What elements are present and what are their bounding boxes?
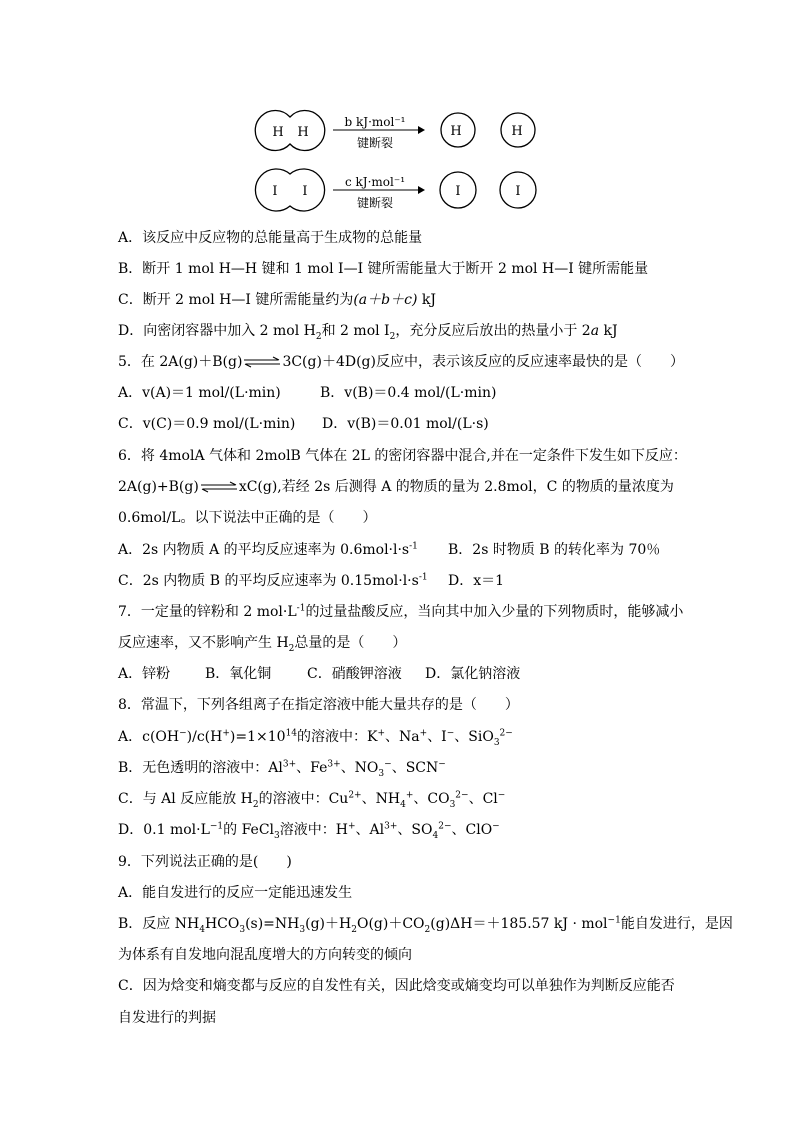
q5-option-a: A．v(A)＝1 mol/(L·min) — [118, 385, 281, 401]
q7-option-a: A．锌粉 — [118, 666, 171, 682]
q4-option-b: B．断开 1 mol H—H 键和 1 mol I—I 键所需能量大于断开 2 mol H—I 键所需能量 — [118, 261, 649, 277]
q5-stem — [118, 352, 684, 372]
q9-b-5: O(g)＋CO — [356, 916, 425, 932]
q8-a-3: )=1×10 — [229, 729, 286, 745]
q9-b-2: HCO — [204, 916, 240, 932]
i2-atom-left: I — [272, 184, 278, 199]
q6-line2-post: xC(g),若经 2s 后测得 A 的物质的量为 2.8mol，C 的物质的量浓度为 — [238, 479, 674, 495]
h2-molecule — [255, 111, 325, 151]
q6-option-b: B．2s 时物质 B 的转化率为 70％ — [448, 542, 661, 558]
q6-stem-line2 — [118, 477, 674, 497]
q4-option-a: A．该反应中反应物的总能量高于生成物的总能量 — [118, 230, 423, 246]
q9-option-c-line2: 自发进行的判据 — [118, 1010, 216, 1026]
q9-stem: 9．下列说法正确的是( ) — [118, 854, 292, 870]
q8-a-6: 、I — [427, 729, 447, 745]
q5-option-d: D．v(B)＝0.01 mol/(L·s) — [322, 416, 489, 432]
q8-c-1: C．与 Al 反应能放 H — [118, 791, 253, 807]
q7-line1-post: 的过量盐酸反应，当向其中加入少量的下列物质时，能够减小 — [305, 604, 684, 620]
q8-c-3: 、NH — [361, 791, 401, 807]
h2-arrow-label-bottom: 键断裂 — [356, 136, 394, 150]
q4-option-d-text3: ，充分反应后放出的热量小于 2 — [395, 323, 591, 339]
q7-line2-pre: 反应速率，又不影响产生 H — [118, 635, 289, 651]
q8-option-a: A．$c(OH^-)/c(H^+)=1\times 10^{14}$的溶液中：K+、Na+、I−、SiO$_3^{2-}$ — [118, 728, 513, 748]
h2-arrowhead — [418, 126, 425, 134]
q9-option-c-line1: C．因为焓变和熵变都与反应的自发性有关，因此焓变或熵变均可以单独作为判断反应能否 — [118, 978, 675, 994]
q4-option-d-text: D．向密闭容器中加入 2 mol H — [118, 323, 316, 339]
q9-option-b-cont: 为体系有自发地向混乱度增大的方向转变的倾向 — [118, 947, 412, 963]
q4-option-d-text2: 和 2 mol I — [321, 323, 390, 339]
h-atom-2: H — [511, 124, 523, 139]
i-atom-2: I — [515, 184, 521, 199]
q8-stem: 8．常温下，下列各组离子在指定溶液中能大量共存的是（ ） — [118, 697, 519, 713]
bond-breaking-diagram — [0, 100, 794, 220]
q7-option-d: D．氯化钠溶液 — [425, 666, 521, 682]
q7-option-c: C．硝酸钾溶液 — [307, 666, 402, 682]
q5-stem-post: 3C(g)＋4D(g)反应中，表示该反应的反应速率最快的是（ ） — [282, 354, 684, 370]
i2-arrow-label-top: c kJ·mol⁻¹ — [344, 175, 406, 189]
q6-line2-pre: 2A(g)+B(g) — [118, 479, 199, 495]
h2-atom-right: H — [297, 125, 309, 140]
q8-d-6: 、ClO — [451, 822, 493, 838]
q8-d-1: D．0.1 mol·L — [118, 822, 210, 838]
q7-line2-post: 总量的是（ ） — [294, 635, 407, 651]
q4-option-d-unit: kJ — [599, 323, 618, 339]
q6-option-a-text: A．2s 内物质 A 的平均反应速率为 0.6mol·l·s — [118, 542, 410, 558]
q4-option-c-text: C．断开 2 mol H—I 键所需能量约为 — [118, 292, 354, 308]
equilibrium-arrow-icon — [199, 481, 239, 493]
q4-option-c — [118, 290, 436, 310]
q9-b-7: 能自发进行，是因 — [620, 916, 733, 932]
q9-option-b: B．反应 $NH_4HCO_3(s)=NH_3(g)+H_2O(g)+CO_2(g)\Delta H=+185.57$ kJ · mol$^{-1}$能自发进行，是因 — [118, 915, 733, 935]
q8-d-4: 、Al — [355, 822, 385, 838]
q7-stem-line2: 反应速率，又不影响产生 $H_2$总量的是（ ） — [118, 635, 407, 654]
q8-d-5: 、SO — [397, 822, 433, 838]
q6-option-c-text: C．2s 内物质 B 的平均反应速率为 0.15mol·l·s — [118, 573, 419, 589]
q8-b-3: 、NO — [340, 760, 379, 776]
h-atom-1: H — [450, 124, 462, 139]
q6-stem-line1: 6．将 4molA 气体和 2molB 气体在 2L 的密闭容器中混合,并在一定条件下发生如下反应： — [118, 448, 687, 464]
q8-a-7: 、SiO — [454, 729, 494, 745]
q8-option-b: B．无色透明的溶液中：$Al^{3+}$、$Fe^{3+}$、$NO_3^-$、SCN− — [118, 759, 446, 779]
q9-b-4: (g)＋H — [305, 916, 352, 932]
i2-molecule — [255, 169, 324, 211]
q9-b-3: (s)=NH — [245, 916, 300, 932]
q8-c-4: 、CO — [413, 791, 450, 807]
q4-option-c-unit: kJ — [417, 292, 436, 308]
q8-d-2: 的 FeCl — [223, 822, 275, 838]
q4-option-d-a: a — [590, 323, 600, 339]
q8-b-1: B．无色透明的溶液中：Al — [118, 760, 283, 776]
q8-d-3: 溶液中：H — [279, 822, 348, 838]
q5-option-c: C．v(C)＝0.9 mol/(L·min) — [118, 416, 296, 432]
q7-option-b: B．氧化铜 — [205, 666, 272, 682]
q8-b-4: 、SCN — [391, 760, 439, 776]
equilibrium-arrow-icon — [242, 356, 282, 368]
q6-stem-line3: 0.6mol/L。以下说法中正确的是（ ） — [118, 510, 377, 526]
i-atom-1: I — [455, 184, 461, 199]
i2-atom-right: I — [302, 184, 308, 199]
q6-option-d: D．x＝1 — [448, 573, 505, 589]
q8-a-5: 、Na — [385, 729, 420, 745]
q7-stem-line1: 7．一定量的锌粉和 2 $mol\cdot L^{-1}$的过量盐酸反应，当向其中加入少量的下列物质时，能够减小 — [118, 603, 684, 620]
q4-option-c-expr: (a＋b＋c) — [353, 292, 418, 308]
q8-c-5: 、Cl — [468, 791, 498, 807]
q8-a-exp: 14 — [285, 728, 298, 739]
q8-a-1: A．c(OH — [118, 729, 180, 745]
q8-c-2: 的溶液中：Cu — [258, 791, 349, 807]
q8-option-d: D．0.1 $mol\cdot L^{-1}$的 FeCl$_3$溶液中：H+、$Al^{3+}$、$SO_4^{2-}$、ClO− — [118, 821, 500, 841]
q8-b-2: 、Fe — [296, 760, 328, 776]
q9-option-a: A．能自发进行的反应一定能迅速发生 — [118, 885, 353, 901]
q5-stem-pre: 5．在 2A(g)＋B(g) — [118, 354, 243, 370]
q7-line1-pre: 7．一定量的锌粉和 2 mol·L — [118, 604, 297, 620]
q8-a-4: 的溶液中：K — [297, 729, 378, 745]
q5-option-b: B．v(B)＝0.4 mol/(L·min) — [320, 385, 497, 401]
i2-arrowhead — [418, 186, 425, 194]
q6-option-a: A．2s 内物质 A 的平均反应速率为 $0.6mol\cdot l\cdot s^{-1}$ — [118, 541, 418, 558]
q8-a-2: )/c(H — [186, 729, 223, 745]
h2-atom-left: H — [272, 125, 284, 140]
q9-b-6: (g)ΔH＝＋185.57 kJ · mol — [430, 916, 608, 932]
q4-option-d: D．向密闭容器中加入 2 mol $H_2$和 2 mol $I_2$，充分反应后放出的热量小于 2a kJ — [118, 323, 618, 342]
q6-option-c: C．2s 内物质 B 的平均反应速率为 $0.15mol\cdot l\cdot s^{-1}$ — [118, 572, 428, 589]
q8-option-c: C．与 Al 反应能放 $H_2$的溶液中：$Cu^{2+}$、$NH_4^+$、$CO_3^{2-}$、Cl− — [118, 790, 506, 810]
i2-arrow-label-bottom: 键断裂 — [356, 196, 394, 210]
h2-arrow-label-top: b kJ·mol⁻¹ — [344, 115, 406, 129]
q9-b-1: B．反应 NH — [118, 916, 200, 932]
